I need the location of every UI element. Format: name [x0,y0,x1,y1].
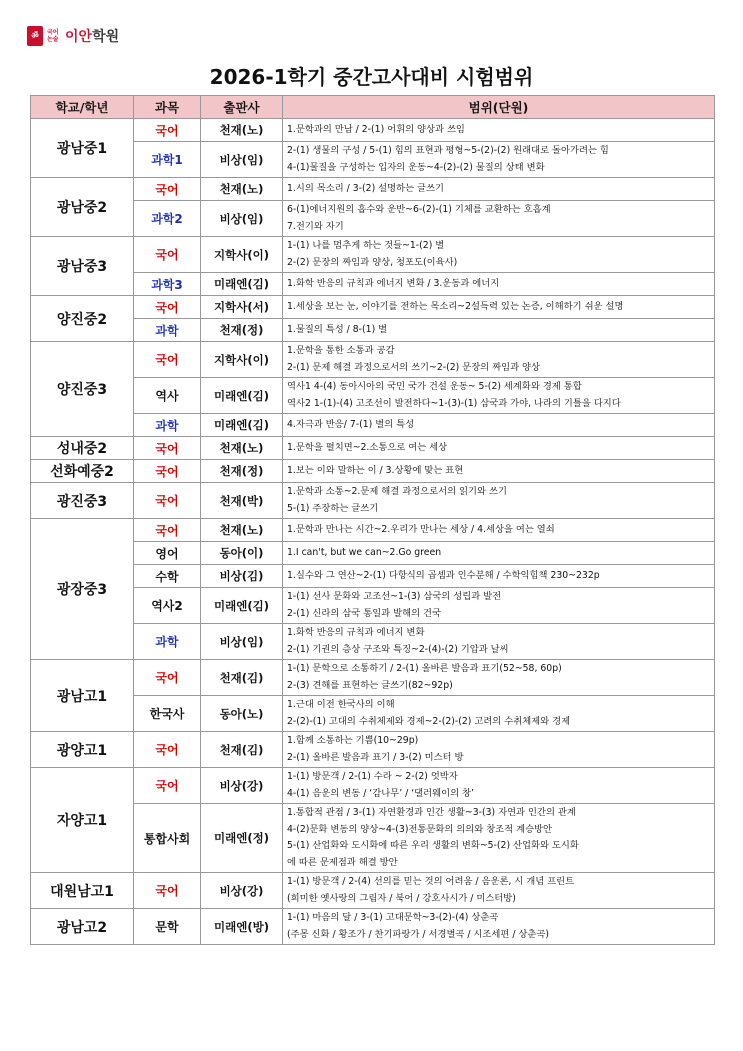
range-line: 1-(1) 나를 멈추게 하는 것들~1-(2) 별 [287,240,445,251]
subject-cell: 국어 [134,873,201,909]
range-cell [283,296,715,319]
range-cell [283,565,715,588]
subject-cell: 국어 [134,237,201,273]
range-line: 1.물질의 특성 / 8-(1) 별 [287,323,388,335]
range-line: 1.I can't, but we can~2.Go green [287,546,442,558]
table-row [31,178,715,201]
publisher-cell: 천재(정) [201,319,283,342]
publisher-cell: 지학사(서) [201,296,283,319]
range-line: 2-(1) 기권의 층상 구조와 특징~2-(4)-(2) 기압과 날씨 [287,643,509,655]
range-cell [283,178,715,201]
subject-cell: 영어 [134,542,201,565]
subject-cell: 역사2 [134,588,201,624]
table-row [31,437,715,460]
logo-small-text: 국어 논술 [47,29,59,43]
range-line: 2-(1) 문제 해결 과정으로서의 쓰기~2-(2) 문장의 짜임과 양상 [287,361,540,373]
range-cell [283,142,715,178]
table-row [31,414,715,437]
range-line: 역사1 4-(4) 동아시아의 국민 국가 건설 운동~ 5-(2) 세계화와 경제 통합 [287,381,582,392]
subject-cell: 국어 [134,483,201,519]
publisher-cell: 동아(이) [201,542,283,565]
range-line: 2-(1) 신라의 삼국 통일과 발해의 건국 [287,607,441,619]
range-line: 7.전기와 자기 [287,220,344,232]
logo-name: 이안학원 [65,29,120,45]
school-cell: 양진중3 [31,342,134,437]
school-cell: 광남고2 [31,909,134,945]
publisher-cell: 지학사(이) [201,237,283,273]
table-row [31,542,715,565]
range-cell [283,768,715,804]
range-cell [283,378,715,414]
school-cell: 광남고1 [31,660,134,732]
range-line: 5-(1) 주장하는 글쓰기 [287,502,379,514]
range-line: 1.시의 목소리 / 3-(2) 설명하는 글쓰기 [287,182,444,194]
range-line: 1.화학 반응의 규칙과 에너지 변화 [287,627,425,638]
range-line: 1.보는 이와 말하는 이 / 3.상황에 맞는 표현 [287,464,464,476]
range-line: 1.통합적 관점 / 3-(1) 자연환경과 인간 생활~3-(3) 자연과 인간의 관계 [287,807,576,818]
publisher-cell: 천재(노) [201,437,283,460]
range-line: 1.문학과의 만남 / 2-(1) 어휘의 양상과 쓰임 [287,123,465,135]
table-row [31,273,715,296]
range-line: 2-(1) 생물의 구성 / 5-(1) 힘의 표현과 평형~5-(2)-(2) 원래대로 돌아가려는 힘 [287,145,609,156]
publisher-cell: 천재(노) [201,178,283,201]
table-row [31,696,715,732]
subject-cell: 과학3 [134,273,201,296]
range-line: 1.화학 반응의 규칙과 에너지 변화 / 3.운동과 에너지 [287,277,500,289]
publisher-cell: 비상(임) [201,624,283,660]
range-cell [283,483,715,519]
table-row [31,519,715,542]
publisher-cell: 천재(정) [201,460,283,483]
publisher-cell: 천재(김) [201,732,283,768]
range-line: 4.자극과 반응/ 7-(1) 별의 특성 [287,418,415,430]
range-line: 2-(2) 문장의 짜임과 양상, 청포도(이육사) [287,256,458,268]
range-cell [283,660,715,696]
school-cell: 광진중3 [31,483,134,519]
subject-cell: 국어 [134,660,201,696]
school-cell: 자양고1 [31,768,134,873]
range-cell [283,732,715,768]
logo-mark-icon: ॐ [27,26,43,46]
range-line: 1.세상을 보는 눈, 이야기를 전하는 목소리~2설득력 있는 논증, 이해하기 쉬운 설명 [287,300,624,312]
page-title: 2026-1학기 중간고사대비 시험범위 [209,65,534,89]
range-line: 4-(1) 음운의 변동 / ‘감나무’ / ‘댈러웨이의 창’ [287,787,474,799]
subject-cell: 문학 [134,909,201,945]
range-line: 1-(1) 선사 문화와 고조선~1-(3) 삼국의 성립과 발전 [287,591,502,602]
range-line: 1.문학과 소통~2.문제 해결 과정으로서의 읽기와 쓰기 [287,486,507,497]
range-line: 1.근대 이전 한국사의 이해 [287,699,395,710]
range-line: 에 따른 문제점과 해결 방안 [287,856,398,868]
school-cell: 양진중2 [31,296,134,342]
table-row [31,565,715,588]
subject-cell: 국어 [134,519,201,542]
school-cell: 성내중2 [31,437,134,460]
publisher-cell: 미래엔(김) [201,378,283,414]
school-cell: 광남중2 [31,178,134,237]
table-row [31,319,715,342]
range-line: (희미한 옛사랑의 그림자 / 북어 / 강호사시가 / 미스터방) [287,892,516,904]
range-line: 2-(3) 견해를 표현하는 글쓰기(82~92p) [287,679,453,691]
school-cell: 대원남고1 [31,873,134,909]
academy-logo [27,26,119,46]
range-cell [283,319,715,342]
range-line: 6-(1)에너지원의 흡수와 운반~6-(2)-(1) 기체를 교환하는 호흡계 [287,204,551,215]
subject-cell: 국어 [134,296,201,319]
range-line: 2-(2)-(1) 고대의 수취체제와 경제~2-(2)-(2) 고려의 수취체제와 경제 [287,715,571,727]
range-cell [283,237,715,273]
range-cell [283,519,715,542]
table-row [31,237,715,273]
table-row [31,201,715,237]
table-row [31,768,715,804]
subject-cell: 과학1 [134,142,201,178]
publisher-cell: 비상(임) [201,201,283,237]
publisher-cell: 미래엔(김) [201,414,283,437]
subject-cell: 국어 [134,437,201,460]
range-line: 5-(1) 산업화와 도시화에 따른 우리 생활의 변화~5-(2) 산업화와 도시화 [287,840,579,851]
publisher-cell: 미래엔(정) [201,804,283,873]
table-row [31,342,715,378]
school-cell: 광장중3 [31,519,134,660]
school-cell: 광남중3 [31,237,134,296]
subject-cell: 통합사회 [134,804,201,873]
subject-cell: 한국사 [134,696,201,732]
subject-cell: 국어 [134,732,201,768]
publisher-cell: 천재(노) [201,519,283,542]
range-line: 1.문학을 통한 소통과 공감 [287,345,395,356]
range-line: 1-(1) 문학으로 소통하기 / 2-(1) 올바른 발음과 표기(52~58, 60p) [287,663,562,674]
table-row [31,142,715,178]
range-line: 1-(1) 방문객 / 2-(4) 선의를 믿는 것의 어려움 / 음운론, 시 개념 프린트 [287,876,575,887]
range-cell [283,588,715,624]
table-row [31,624,715,660]
range-line: 2-(1) 올바른 발음과 표기 / 3-(2) 미스터 방 [287,751,464,763]
subject-cell: 과학 [134,414,201,437]
subject-cell: 과학 [134,624,201,660]
table-row [31,460,715,483]
range-line: 1.실수와 그 연산~2-(1) 다항식의 곱셈과 인수분해 / 수학익힘책 230~232p [287,569,600,581]
range-line: 1-(1) 방문객 / 2-(1) 수라 ~ 2-(2) 엇박자 [287,771,458,782]
table-row [31,588,715,624]
subject-cell: 국어 [134,119,201,142]
subject-cell: 국어 [134,178,201,201]
publisher-cell: 미래엔(김) [201,588,283,624]
range-cell [283,119,715,142]
table-row [31,804,715,873]
range-line: 역사2 1-(1)-(4) 고조선이 발전하다~1-(3)-(1) 삼국과 가야, 나라의 기틀을 다지다 [287,397,621,409]
subject-cell: 과학2 [134,201,201,237]
publisher-cell: 비상(김) [201,565,283,588]
range-cell [283,909,715,945]
publisher-cell: 동아(노) [201,696,283,732]
table-row [31,660,715,696]
publisher-cell: 지학사(이) [201,342,283,378]
range-cell [283,624,715,660]
range-cell [283,437,715,460]
subject-cell: 국어 [134,342,201,378]
range-cell [283,873,715,909]
header-school: 학교/학년 [31,96,134,119]
range-line: 1.함께 소통하는 기쁨(10~29p) [287,735,419,746]
subject-cell: 수학 [134,565,201,588]
range-line: 1.문학을 펼치면~2.소통으로 여는 세상 [287,441,448,453]
publisher-cell: 비상(임) [201,142,283,178]
range-cell [283,460,715,483]
table-row [31,119,715,142]
range-line: (주몽 신화 / 황조가 / 찬기파랑가 / 서경별곡 / 시조세편 / 상춘곡) [287,928,549,940]
range-cell [283,273,715,296]
table-row [31,483,715,519]
header-subject: 과목 [134,96,201,119]
table-row [31,873,715,909]
subject-cell: 과학 [134,319,201,342]
publisher-cell: 천재(김) [201,660,283,696]
publisher-cell: 천재(노) [201,119,283,142]
table-row [31,296,715,319]
publisher-cell: 비상(강) [201,768,283,804]
table-body [31,119,715,945]
table-row [31,732,715,768]
publisher-cell: 비상(강) [201,873,283,909]
header-publisher: 출판사 [201,96,283,119]
range-cell [283,342,715,378]
range-cell [283,542,715,565]
range-cell [283,804,715,873]
table-row [31,378,715,414]
school-cell: 광양고1 [31,732,134,768]
school-cell: 선화예중2 [31,460,134,483]
table-row [31,909,715,945]
range-cell [283,201,715,237]
publisher-cell: 미래엔(김) [201,273,283,296]
range-cell [283,696,715,732]
range-line: 1-(1) 마음의 달 / 3-(1) 고대문학~3-(2)-(4) 상춘곡 [287,912,499,923]
header-range: 범위(단원) [283,96,715,119]
range-line: 4-(1)물질을 구성하는 입자의 운동~4-(2)-(2) 물질의 상태 변화 [287,161,545,173]
subject-cell: 역사 [134,378,201,414]
range-cell [283,414,715,437]
range-line: 4-(2)문화 변동의 양상~4-(3)전통문화의 의의와 창조적 계승방안 [287,823,553,835]
exam-range-table [30,95,715,945]
subject-cell: 국어 [134,460,201,483]
publisher-cell: 천재(박) [201,483,283,519]
range-line: 1.문학과 만나는 시간~2.우리가 만나는 세상 / 4.세상을 여는 열쇠 [287,523,555,535]
subject-cell: 국어 [134,768,201,804]
publisher-cell: 미래엔(방) [201,909,283,945]
school-cell: 광남중1 [31,119,134,178]
